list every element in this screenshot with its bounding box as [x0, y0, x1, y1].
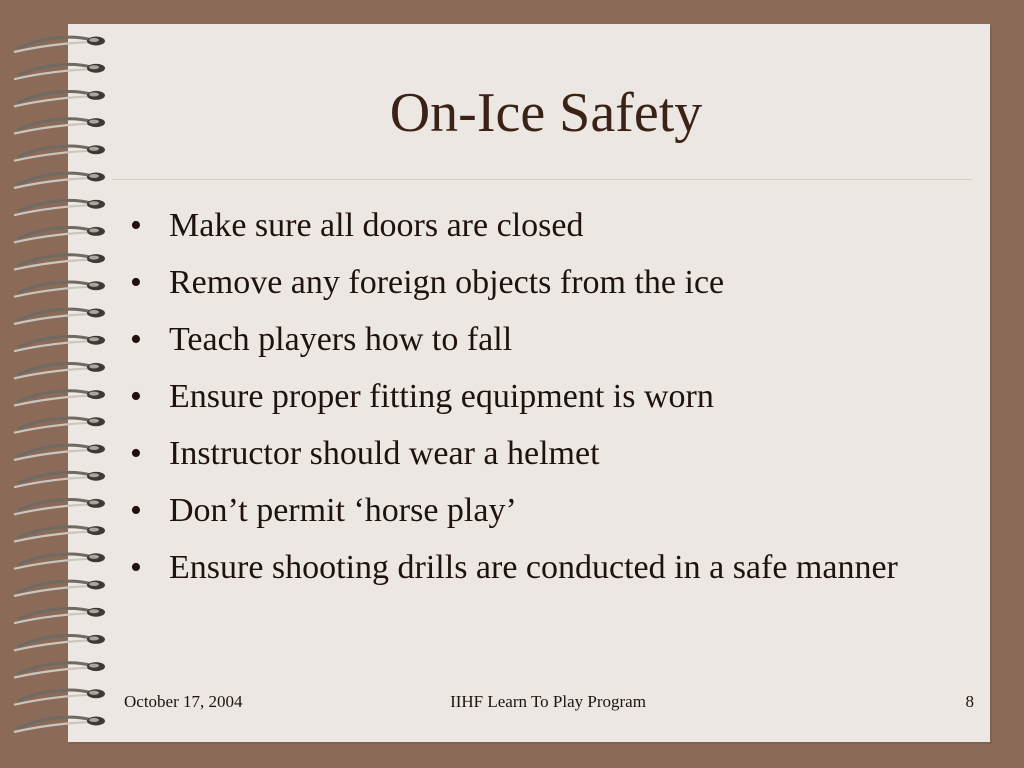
- bullet-item: [130, 260, 930, 306]
- bullet-dot: •: [130, 321, 142, 358]
- bullet-text: Teach players how to fall: [169, 321, 513, 358]
- spiral-ring: [14, 581, 105, 597]
- spiral-ring: [14, 309, 105, 325]
- spiral-ring: [14, 553, 105, 569]
- spiral-ring: [14, 472, 105, 488]
- spiral-ring: [14, 417, 105, 433]
- spiral-ring: [14, 445, 105, 461]
- spiral-ring: [14, 499, 105, 515]
- spiral-ring: [14, 200, 105, 216]
- title-area: [68, 24, 1024, 174]
- bullet-text: Ensure shooting drills are conducted in a safe manner: [169, 549, 898, 586]
- spiral-ring: [14, 608, 105, 624]
- bullet-dot: •: [130, 264, 142, 301]
- title-divider: [112, 179, 972, 180]
- bullet-item: [130, 374, 930, 420]
- bullet-list: [130, 203, 930, 602]
- bullet-item: [130, 317, 930, 363]
- bullet-item: [130, 203, 930, 249]
- spiral-ring: [14, 390, 105, 406]
- footer-date: October 17, 2004: [124, 692, 243, 711]
- spiral-ring: [14, 717, 105, 733]
- bullet-dot: •: [130, 492, 142, 529]
- bullet-dot: •: [130, 549, 142, 586]
- bullet-item: [130, 488, 930, 534]
- spiral-ring: [14, 227, 105, 243]
- spiral-ring: [14, 173, 105, 189]
- bullet-dot: •: [130, 378, 142, 415]
- bullet-item: [130, 545, 930, 591]
- bullet-text: Ensure proper fitting equipment is worn: [169, 378, 714, 415]
- spiral-ring: [14, 635, 105, 651]
- spiral-ring: [14, 336, 105, 352]
- spiral-ring: [14, 526, 105, 542]
- slide-title: On-Ice Safety: [389, 82, 703, 144]
- bullet-dot: •: [130, 207, 142, 244]
- spiral-ring: [14, 363, 105, 379]
- spiral-ring: [14, 254, 105, 270]
- bullet-dot: •: [130, 435, 142, 472]
- spiral-ring: [14, 662, 105, 678]
- bullet-text: Make sure all doors are closed: [169, 207, 584, 244]
- bullet-item: [130, 431, 930, 477]
- footer-page-number: 8: [965, 692, 974, 711]
- bullet-text: Don’t permit ‘horse play’: [169, 492, 517, 529]
- spiral-ring: [14, 281, 105, 297]
- bullet-text: Instructor should wear a helmet: [169, 435, 600, 472]
- bullet-text: Remove any foreign objects from the ice: [169, 264, 725, 301]
- footer-program: IIHF Learn To Play Program: [450, 692, 646, 711]
